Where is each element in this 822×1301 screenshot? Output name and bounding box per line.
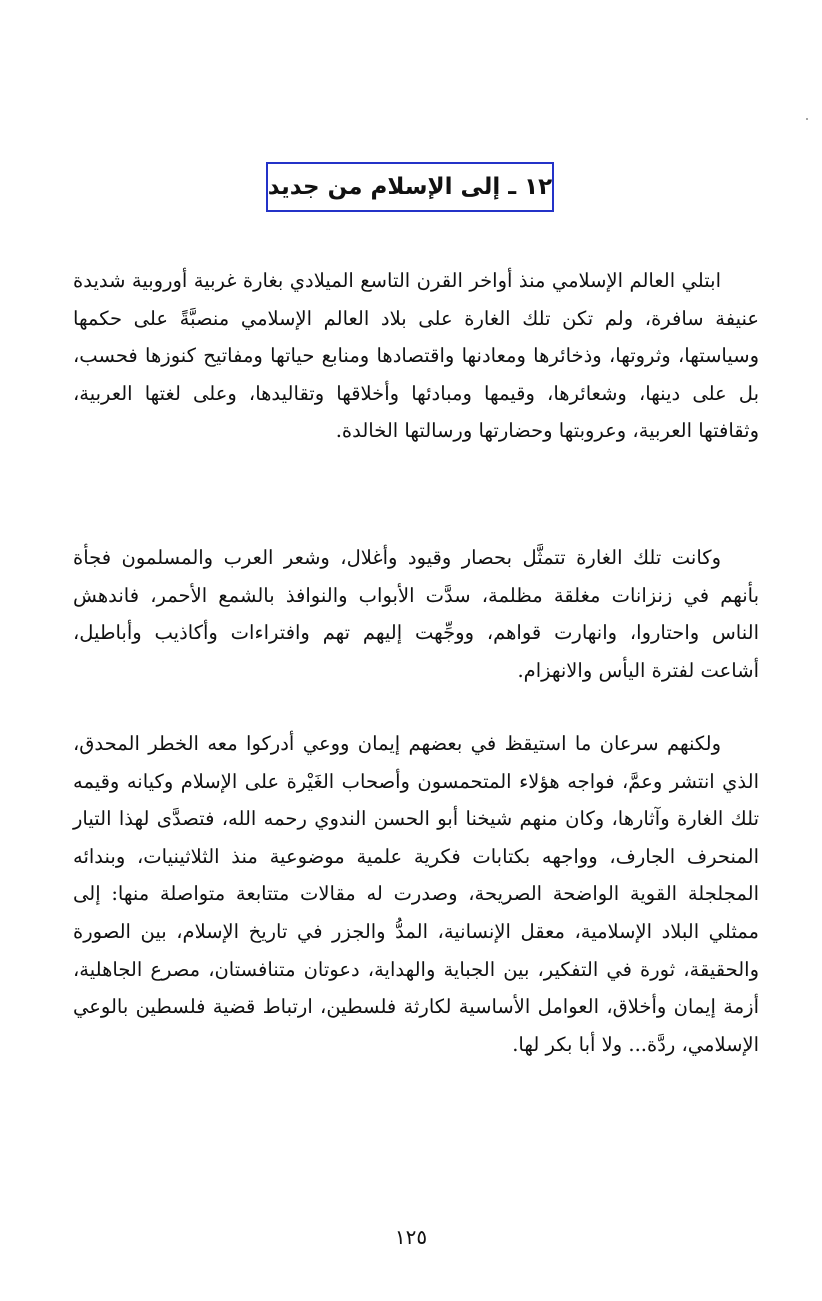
scan-speck xyxy=(806,118,808,120)
paragraph-3: ولكنهم سرعان ما استيقظ في بعضهم إيمان ووعي أدركوا معه الخطر المحدق، الذي انتشر وعمَّ، فواجه هؤلاء المتحمسون وأصحاب الغَيْرة على الإسلام وكيانه وقيمه تلك الغارة وآثارها، وكان منهم شيخنا أبو الحسن الندوي رحمه الله، فتصدَّى لهذا التيار المنحرف الجارف، وواجهه بكتابات فكرية علمية موضوعية منذ الثلاثينيات، وبندائه المجلجلة القوية الواضحة الصريحة، وصدرت له مقالات متتابعة متواصلة منها: إلى ممثلي البلاد الإسلامية، معقل الإنسانية، المدُّ والجزر في تاريخ الإسلام، بين الصورة والحقيقة، ثورة في التفكير، بين الجباية والهداية، دعوتان متنافستان، مصرع الجاهلية، أزمة إيمان وأخلاق، العوامل الأساسية لكارثة فلسطين، ارتباط قضية فلسطين بالوعي الإسلامي، ردَّة... ولا أبا بكر لها. xyxy=(73,732,759,1056)
chapter-title-box xyxy=(266,162,554,212)
paragraph-2-block xyxy=(73,539,759,689)
paragraph-2: وكانت تلك الغارة تتمثَّل بحصار وقيود وأغلال، وشعر العرب والمسلمون فجأة بأنهم في زنزانات مغلقة مظلمة، سدَّت الأبواب والنوافذ بالشمع الأحمر، فاندهش الناس واحتاروا، وانهارت قواهم، ووجِّهت إليهم تهم وافتراءات وأكاذيب وأباطيل، أشاعت لفترة اليأس والانهزام. xyxy=(73,546,759,682)
chapter-title: ١٢ ـ إلى الإسلام من جديد xyxy=(267,174,553,200)
page-number: ١٢٥ xyxy=(394,1225,428,1249)
paragraph-1-block xyxy=(73,262,759,450)
paragraph-1: ابتلي العالم الإسلامي منذ أواخر القرن التاسع الميلادي بغارة غربية أوروبية شديدة عنيفة سافرة، ولم تكن تلك الغارة على بلاد العالم الإسلامي منصبَّةً على حكمها وسياستها، وثروتها، وذخائرها ومعادنها واقتصادها ومنابع حياتها ومفاتيح كنوزها فحسب، بل على دينها، وشعائرها، وقيمها ومبادئها وأخلاقها وتقاليدها، وعلى لغتها العربية، وثقافتها العربية، وعروبتها وحضارتها ورسالتها الخالدة. xyxy=(73,269,759,443)
paragraph-3-block xyxy=(73,725,759,1063)
